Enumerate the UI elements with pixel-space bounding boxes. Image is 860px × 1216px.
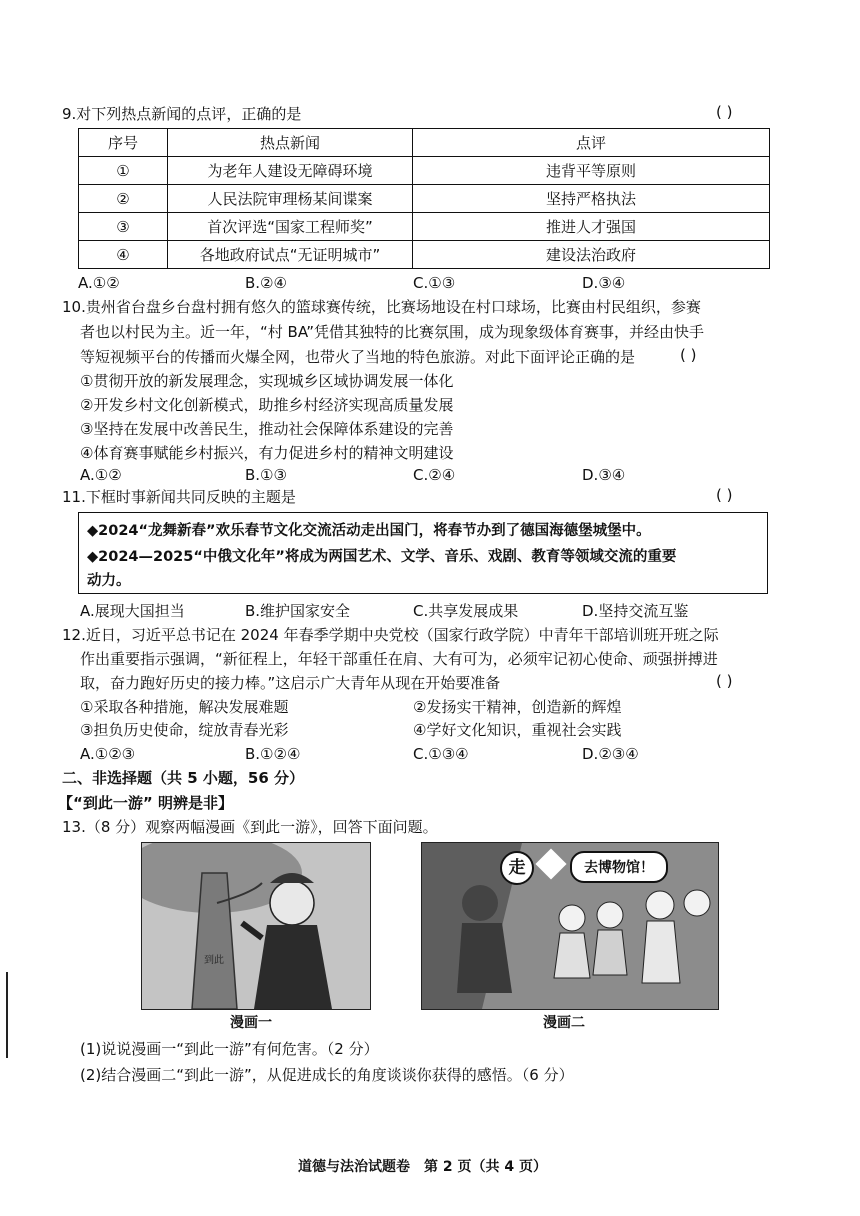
q9-answer-bracket: ( ) (716, 103, 733, 121)
row-index: ② (79, 185, 168, 213)
q10-stem-line-2: 者也以村民为主。近一年，“村 BA”凭借其独特的比赛氛围，成为现象级体育赛事，并经由快手 (80, 323, 705, 341)
q12-stem-line-3: 取，奋力跑好历史的接力棒。”这启示广大青年从现在开始要准备 (80, 674, 501, 692)
row-comment: 违背平等原则 (413, 157, 770, 185)
row-comment: 建设法治政府 (413, 241, 770, 269)
row-comment: 推进人才强国 (413, 213, 770, 241)
q10-item-4: ④体育赛事赋能乡村振兴，有力促进乡村的精神文明建设 (80, 444, 454, 462)
svg-text:到此: 到此 (204, 955, 224, 966)
table-row (79, 185, 770, 213)
q12-item-1: ①采取各种措施，解决发展难题 (80, 698, 289, 716)
q9-option-b: B.②④ (245, 274, 287, 292)
cartoon-2-image (421, 842, 719, 1010)
q11-answer-bracket: ( ) (716, 486, 733, 504)
q12-stem-line-1: 12.近日，习近平总书记在 2024 年春季学期中央党校（国家行政学院）中青年干部培训班开班之际 (62, 626, 719, 644)
q13-subquestion-2: (2)结合漫画二“到此一游”，从促进成长的角度谈谈你获得的感悟。（6 分） (80, 1066, 574, 1084)
q11-option-d: D.坚持交流互鉴 (582, 602, 689, 620)
cartoon-1-caption: 漫画一 (230, 1015, 272, 1031)
q12-option-b: B.①②④ (245, 745, 301, 763)
q9-option-d: D.③④ (582, 274, 626, 292)
cartoon-2-caption: 漫画二 (543, 1015, 585, 1031)
q10-stem-line-3: 等短视频平台的传播而火爆全网，也带火了当地的特色旅游。对此下面评论正确的是 (80, 348, 636, 366)
q12-option-a: A.①②③ (80, 745, 136, 763)
cartoon-2-speech-bubble: 去博物馆！ (570, 851, 668, 883)
row-index: ① (79, 157, 168, 185)
q12-answer-bracket: ( ) (716, 672, 733, 690)
q10-option-b: B.①③ (245, 466, 287, 484)
q10-item-2: ②开发乡村文化创新模式，助推乡村经济实现高质量发展 (80, 396, 454, 414)
cartoon-1-drawing (142, 843, 370, 1009)
margin-mark (6, 972, 8, 1058)
q11-box-line-1: ◆2024“龙舞新春”欢乐春节文化交流活动走出国门，将春节办到了德国海德堡城堡中。 (87, 523, 651, 539)
q10-item-1: ①贯彻开放的新发展理念，实现城乡区域协调发展一体化 (80, 372, 454, 390)
row-news: 首次评选“国家工程师奖” (168, 213, 413, 241)
q11-box-line-2: ◆2024—2025“中俄文化年”将成为两国艺术、文学、音乐、戏剧、教育等领域交流的重要 (87, 549, 677, 565)
section-2-title: 二、非选择题（共 5 小题，56 分） (62, 769, 304, 787)
q12-option-d: D.②③④ (582, 745, 639, 763)
table-row (79, 157, 770, 185)
q11-option-b: B.维护国家安全 (245, 602, 351, 620)
q9-news-table (78, 128, 770, 269)
q12-stem-line-2: 作出重要指示强调，“新征程上，年轻干部重任在肩、大有可为，必须牢记初心使命、顽强拼搏进 (80, 650, 718, 668)
row-news: 人民法院审理杨某间谍案 (168, 185, 413, 213)
q13-stem: 13.（8 分）观察两幅漫画《到此一游》，回答下面问题。 (62, 818, 438, 836)
q10-option-d: D.③④ (582, 466, 626, 484)
q10-option-c: C.②④ (413, 466, 456, 484)
q9-option-a: A.①② (78, 274, 120, 292)
q11-stem: 11.下框时事新闻共同反映的主题是 (62, 488, 296, 506)
table-header-row (79, 129, 770, 157)
table-row (79, 241, 770, 269)
q11-option-a: A.展现大国担当 (80, 602, 185, 620)
q11-option-c: C.共享发展成果 (413, 602, 519, 620)
row-index: ④ (79, 241, 168, 269)
section-2-subtitle: 【“到此一游” 明辨是非】 (58, 794, 233, 812)
row-news: 为老年人建设无障碍环境 (168, 157, 413, 185)
header-news: 热点新闻 (168, 129, 413, 157)
q9-stem: 9.对下列热点新闻的点评，正确的是 (62, 105, 302, 123)
cartoon-2-badge: 走 (500, 851, 534, 885)
q10-item-3: ③坚持在发展中改善民生，推动社会保障体系建设的完善 (80, 420, 454, 438)
page-footer: 道德与法治试题卷 第 2 页（共 4 页） (298, 1159, 547, 1175)
q11-box-line-3: 动力。 (87, 573, 131, 589)
q13-subquestion-1: (1)说说漫画一“到此一游”有何危害。（2 分） (80, 1040, 379, 1058)
q10-option-a: A.①② (80, 466, 122, 484)
q10-answer-bracket: ( ) (680, 346, 697, 364)
row-news: 各地政府试点“无证明城市” (168, 241, 413, 269)
row-index: ③ (79, 213, 168, 241)
cartoon-1-image (141, 842, 371, 1010)
row-comment: 坚持严格执法 (413, 185, 770, 213)
q12-item-4: ④学好文化知识，重视社会实践 (413, 721, 622, 739)
header-index: 序号 (79, 129, 168, 157)
q12-item-3: ③担负历史使命，绽放青春光彩 (80, 721, 289, 739)
q12-item-2: ②发扬实干精神，创造新的辉煌 (413, 698, 622, 716)
header-comment: 点评 (413, 129, 770, 157)
table-row (79, 213, 770, 241)
q9-option-c: C.①③ (413, 274, 456, 292)
q11-news-box (78, 512, 768, 594)
q12-option-c: C.①③④ (413, 745, 469, 763)
q10-stem-line-1: 10.贵州省台盘乡台盘村拥有悠久的篮球赛传统，比赛场地设在村口球场，比赛由村民组织，参赛 (62, 298, 701, 316)
